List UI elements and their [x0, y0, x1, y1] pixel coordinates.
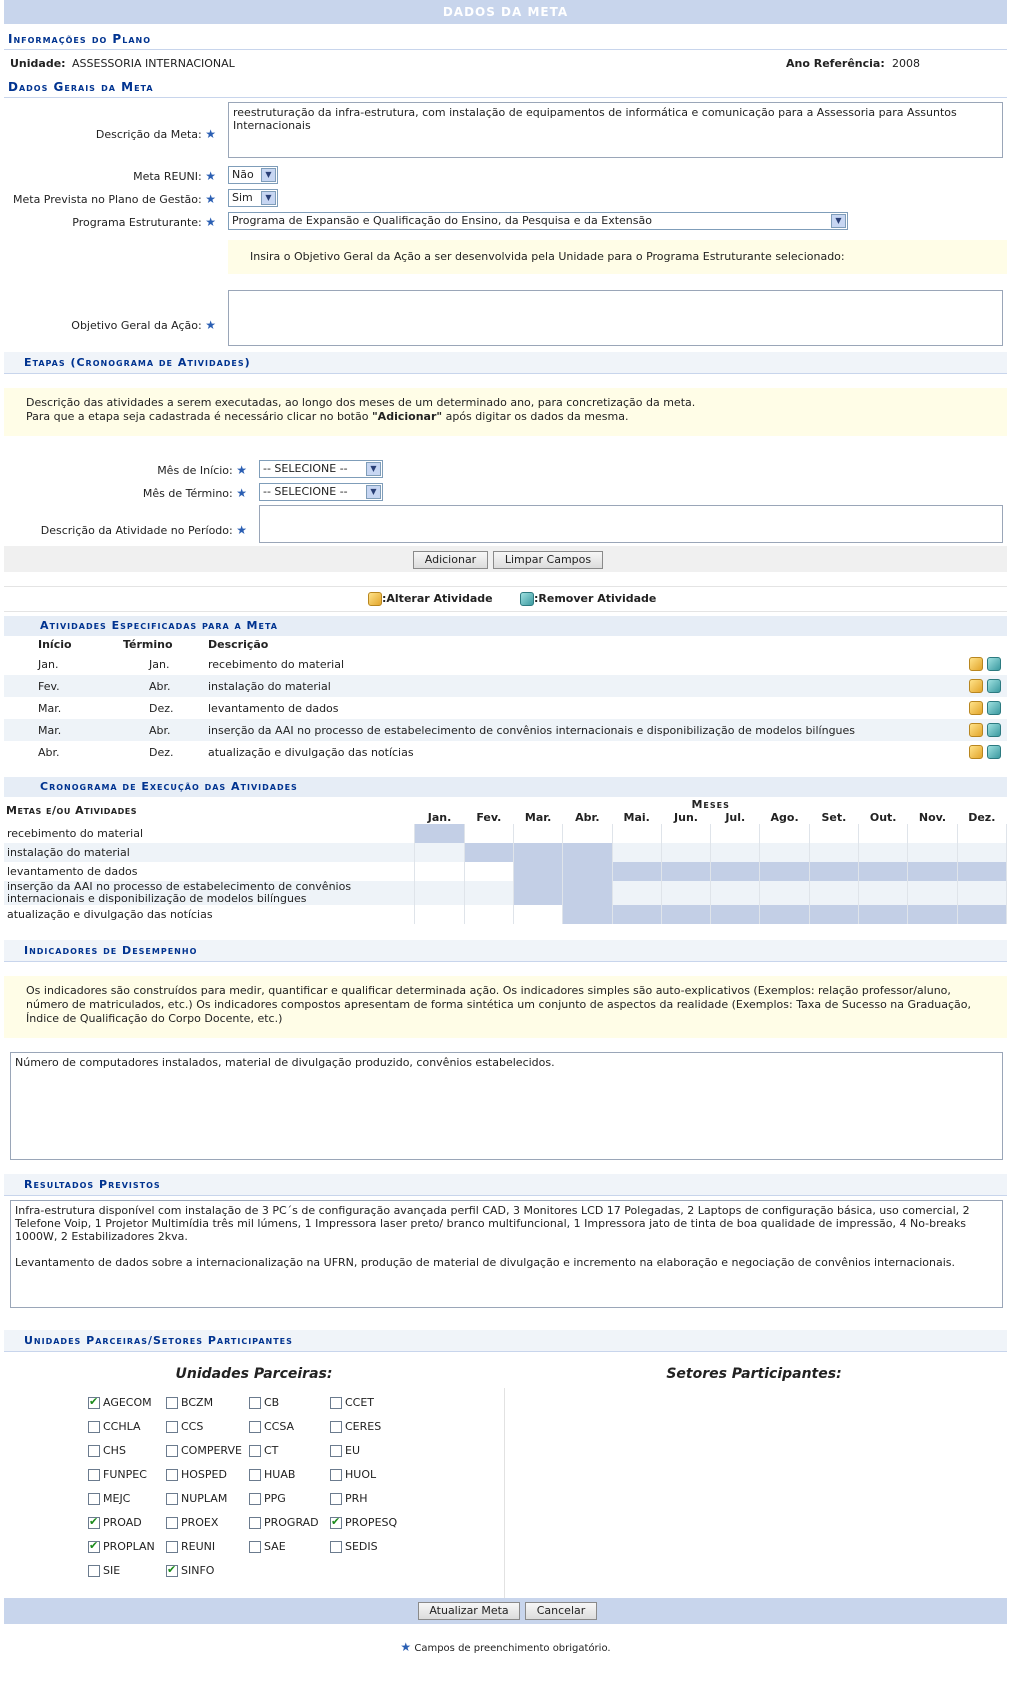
cronograma-cell: [809, 905, 858, 924]
indicadores-textarea[interactable]: Número de computadores instalados, material de divulgação produzido, convênios estabelecidos.: [10, 1052, 1003, 1160]
checkbox-label: PROGRAD: [264, 1516, 319, 1529]
atividade-inicio: Abr.: [4, 741, 119, 763]
footer-button-bar: [4, 1598, 1007, 1624]
checkbox-box[interactable]: [330, 1541, 342, 1553]
checkbox-label: CHS: [103, 1444, 126, 1457]
atividade-termino: Dez.: [119, 741, 204, 763]
cronograma-cell: [415, 843, 464, 862]
atividades-body: [4, 653, 1007, 763]
header-descricao: Descrição: [208, 638, 269, 651]
cronograma-cell: [908, 881, 957, 905]
month-header: Fev.: [476, 811, 502, 824]
atividade-inicio: Mar.: [4, 697, 119, 719]
legend-edit: :Alterar Atividade: [368, 592, 493, 606]
checkbox-label: PROPLAN: [103, 1540, 155, 1553]
checkbox-box[interactable]: [166, 1445, 178, 1457]
checkbox-box[interactable]: [88, 1445, 100, 1457]
checkbox-box[interactable]: [166, 1469, 178, 1481]
trash-icon[interactable]: [987, 679, 1001, 693]
checkbox-box[interactable]: [249, 1517, 261, 1529]
resultados-body: [4, 1196, 1007, 1322]
unidades-divider: [504, 1388, 505, 1600]
checkbox-mejc[interactable]: [88, 1492, 130, 1505]
atividade-inicio: Mar.: [4, 719, 119, 741]
cronograma-cell: [760, 862, 809, 881]
checkbox-label: EU: [345, 1444, 361, 1457]
header-actions: [957, 636, 1007, 653]
trash-icon: [520, 592, 534, 606]
month-header: Mai.: [623, 811, 650, 824]
checkbox-box[interactable]: [249, 1541, 261, 1553]
table-row: [4, 653, 1007, 675]
checkbox-label: CCET: [345, 1396, 375, 1409]
cronograma-cell: [957, 824, 1006, 843]
cronograma-cell: [464, 824, 513, 843]
atividade-inicio: Fev.: [4, 675, 119, 697]
cronograma-activity-label: recebimento do material: [4, 824, 415, 843]
chevron-down-icon: ▼: [366, 485, 381, 499]
resultados-textarea[interactable]: Infra-estrutura disponível com instalação de 3 PC´s de configuração avançada perfil CAD, 3 Monitores LCD 17 Polegadas, 2 Laptops de configuração básica, uso comercial, 2 Telefone Voip, 1 Projetor Multimídia três mil lúmens, 1 Impressora laser preto/ branco multifuncional, 1 Impressora jato de tinta de boa qualidade de impressão, 4 No-breaks 1000W, 2 Estabilizadores 2kva. Levantamento de dados sobre a internacionalização na UFRN, produção de material de divulgação e incremento na elaboração e negociação de convênios internacionais.: [10, 1200, 1003, 1308]
atividade-descricao: atualização e divulgação das notícias: [204, 741, 957, 763]
checkbox-box[interactable]: [88, 1493, 100, 1505]
checkbox-label: CERES: [345, 1420, 382, 1433]
checkbox-box[interactable]: [166, 1397, 178, 1409]
trash-icon[interactable]: [987, 657, 1001, 671]
cronograma-cell: [563, 862, 612, 881]
checkbox-prh[interactable]: [330, 1492, 368, 1505]
cronograma-cell: [612, 881, 661, 905]
required-star-icon: ★: [205, 127, 216, 141]
checkbox-box[interactable]: [88, 1541, 100, 1553]
cronograma-cell: [957, 862, 1006, 881]
checkbox-label: COMPERVE: [181, 1444, 242, 1457]
cronograma-row: [4, 843, 1007, 862]
edit-icon: [368, 592, 382, 606]
cronograma-cell: [415, 862, 464, 881]
cronograma-cell: [513, 881, 562, 905]
header-inicio: Início: [38, 638, 72, 651]
cronograma-cell: [711, 843, 760, 862]
cronograma-cell: [809, 881, 858, 905]
checkbox-eu[interactable]: [330, 1444, 360, 1457]
header-termino: Término: [123, 638, 173, 651]
cronograma-cell: [711, 905, 760, 924]
cronograma-cell: [760, 824, 809, 843]
checkbox-box[interactable]: [166, 1541, 178, 1553]
mes-inicio-select[interactable]: -- SELECIONE -- ▼: [259, 460, 383, 478]
descricao-meta-textarea[interactable]: reestruturação da infra-estrutura, com instalação de equipamentos de informática e comunicação para a Assessoria para Assuntos Internacionais: [228, 102, 1003, 158]
checkbox-label: PROPESQ: [345, 1516, 398, 1529]
cronograma-cell: [711, 862, 760, 881]
atividade-actions: [957, 719, 1007, 741]
checkbox-label: MEJC: [103, 1492, 131, 1505]
cronograma-cell: [908, 905, 957, 924]
checkbox-ccs[interactable]: [166, 1420, 203, 1433]
checkbox-box[interactable]: [249, 1445, 261, 1457]
section-indicadores: Indicadores de Desempenho: [4, 940, 1007, 962]
month-header: Jan.: [427, 811, 452, 824]
cronograma-row: [4, 881, 1007, 905]
unidade-value: ASSESSORIA INTERNACIONAL: [72, 57, 235, 70]
cronograma-cell: [513, 843, 562, 862]
checkbox-label: HOSPED: [181, 1468, 227, 1481]
checkbox-box[interactable]: [88, 1421, 100, 1433]
cronograma-cell: [612, 824, 661, 843]
cancelar-button[interactable]: Cancelar: [525, 1602, 597, 1620]
objetivo-label: Objetivo Geral da Ação: ★: [71, 318, 216, 332]
cronograma-cell: [809, 824, 858, 843]
atualizar-meta-button[interactable]: Atualizar Meta: [418, 1602, 520, 1620]
cronograma-title: Cronograma de Execução das Atividades: [4, 777, 1007, 797]
month-header: Nov.: [918, 811, 947, 824]
atividade-termino: Dez.: [119, 697, 204, 719]
checkbox-label: CCHLA: [103, 1420, 141, 1433]
cronograma-cell: [957, 881, 1006, 905]
checkbox-box[interactable]: [330, 1517, 342, 1529]
objetivo-note: Insira o Objetivo Geral da Ação a ser desenvolvida pela Unidade para o Programa Estruturante selecionado:: [228, 240, 1007, 274]
checkbox-box[interactable]: [88, 1397, 100, 1409]
cronograma-cell: [563, 843, 612, 862]
cronograma-cell: [464, 862, 513, 881]
cronograma-cell: [464, 843, 513, 862]
cronograma-cell: [859, 824, 908, 843]
trash-icon[interactable]: [987, 723, 1001, 737]
checkbox-reuni[interactable]: [166, 1540, 215, 1553]
checkbox-box[interactable]: [88, 1517, 100, 1529]
parceiras-title: Unidades Parceiras:: [175, 1366, 333, 1382]
atividade-actions: [957, 675, 1007, 697]
month-header: Out.: [869, 811, 897, 824]
checkbox-box[interactable]: [330, 1421, 342, 1433]
checkbox-box[interactable]: [249, 1397, 261, 1409]
cronograma-cell: [711, 881, 760, 905]
programa-label: Programa Estruturante: ★: [72, 215, 216, 229]
checkbox-chs[interactable]: [88, 1444, 126, 1457]
checkbox-box[interactable]: [249, 1493, 261, 1505]
chevron-down-icon: ▼: [831, 214, 846, 228]
meta-reuni-label: Meta REUNI: ★: [133, 169, 216, 183]
indicadores-note: Os indicadores são construídos para medir, quantificar e qualificar determinada ação. Os indicadores simples são auto-explicativos (Exemplos: relação professor/aluno, número de matriculados, etc.) Os indicadores compostos apresentam de forma sintética um conjunto de aspectos da realidade (Exemplos: Taxa de Sucesso na Graduação, Índice de Qualificação do Corpo Docente, etc.): [4, 976, 1007, 1038]
atividade-inicio: Jan.: [4, 653, 119, 675]
section-dados-gerais: Dados Gerais da Meta: [4, 76, 1007, 98]
cronograma-cell: [661, 862, 710, 881]
cronograma-cell: [661, 905, 710, 924]
cronograma-cell: [859, 862, 908, 881]
required-star-icon: ★: [205, 192, 216, 206]
required-star-icon: ★: [236, 463, 247, 477]
cronograma-cell: [661, 881, 710, 905]
checkbox-cb[interactable]: [249, 1396, 279, 1409]
cronograma-cell: [563, 824, 612, 843]
cronograma-cell: [612, 905, 661, 924]
checkbox-box[interactable]: [330, 1445, 342, 1457]
cronograma-cell: [809, 862, 858, 881]
cronograma-activity-label: instalação do material: [4, 843, 415, 862]
month-header: Abr.: [575, 811, 600, 824]
checkbox-label: SEDIS: [345, 1540, 378, 1553]
cronograma-cell: [957, 905, 1006, 924]
cronograma-cell: [711, 824, 760, 843]
checkbox-box[interactable]: [330, 1397, 342, 1409]
checkbox-label: PPG: [264, 1492, 286, 1505]
required-star-icon: ★: [236, 486, 247, 500]
cronograma-cell: [760, 843, 809, 862]
month-header: Jul.: [725, 811, 746, 824]
atividades-table: [4, 636, 1007, 763]
cronograma-row: [4, 862, 1007, 881]
checkbox-box[interactable]: [166, 1493, 178, 1505]
checkbox-box[interactable]: [166, 1517, 178, 1529]
cronograma-cell: [563, 881, 612, 905]
ano-label: Ano Referência:: [786, 57, 885, 70]
checkbox-proplan[interactable]: [88, 1540, 155, 1553]
checkbox-label: HUOL: [345, 1468, 377, 1481]
checkbox-box[interactable]: [330, 1469, 342, 1481]
checkbox-label: CB: [264, 1396, 280, 1409]
checkbox-box[interactable]: [330, 1493, 342, 1505]
cronograma-activity-label: levantamento de dados: [4, 862, 415, 881]
required-note: ★ Campos de preenchimento obrigatório.: [400, 1640, 611, 1654]
atividade-actions: [957, 741, 1007, 763]
setores-title: Setores Participantes:: [666, 1366, 842, 1382]
required-star-icon: ★: [400, 1640, 412, 1654]
cronograma-table: [4, 797, 1007, 924]
meta-gestao-select[interactable]: Sim ▼: [228, 189, 278, 207]
limpar-campos-button[interactable]: Limpar Campos: [493, 551, 603, 569]
meta-reuni-select[interactable]: Não ▼: [228, 166, 278, 184]
checkbox-huol[interactable]: [330, 1468, 376, 1481]
cronograma-cell: [760, 905, 809, 924]
section-info-plano: Informações do Plano: [4, 28, 1007, 50]
checkbox-box[interactable]: [166, 1421, 178, 1433]
checkbox-sie[interactable]: [88, 1564, 120, 1577]
cronograma-cell: [513, 862, 562, 881]
atividade-descricao: levantamento de dados: [204, 697, 957, 719]
mes-termino-select[interactable]: -- SELECIONE -- ▼: [259, 483, 383, 501]
cronograma-meses-row: [4, 797, 1007, 811]
legend-bar: [4, 586, 1007, 612]
table-row: [4, 697, 1007, 719]
required-star-icon: ★: [236, 523, 247, 537]
checkbox-ct[interactable]: [249, 1444, 278, 1457]
atividade-textarea[interactable]: [259, 505, 1003, 543]
checkbox-bczm[interactable]: [166, 1396, 213, 1409]
required-star-icon: ★: [205, 169, 216, 183]
checkbox-ccet[interactable]: [330, 1396, 374, 1409]
chevron-down-icon: ▼: [261, 168, 276, 182]
atividade-termino: Abr.: [119, 719, 204, 741]
table-row: [4, 741, 1007, 763]
checkbox-label: CT: [264, 1444, 279, 1457]
checkbox-box[interactable]: [249, 1469, 261, 1481]
checkbox-label: BCZM: [181, 1396, 214, 1409]
checkbox-label: REUNI: [181, 1540, 216, 1553]
checkbox-box[interactable]: [166, 1565, 178, 1577]
cronograma-cell: [859, 905, 908, 924]
checkbox-label: NUPLAM: [181, 1492, 228, 1505]
cronograma-meses-label: Meses: [691, 797, 730, 811]
checkbox-label: CCS: [181, 1420, 204, 1433]
section-resultados: Resultados Previstos: [4, 1174, 1007, 1196]
checkbox-proex[interactable]: [166, 1516, 218, 1529]
checkbox-label: SIE: [103, 1564, 121, 1577]
cronograma-cell: [908, 843, 957, 862]
cronograma-cell: [464, 905, 513, 924]
trash-icon[interactable]: [987, 745, 1001, 759]
atividades-title: Atividades Especificadas para a Meta: [4, 616, 1007, 636]
cronograma-cell: [908, 824, 957, 843]
checkbox-label: PROAD: [103, 1516, 142, 1529]
cronograma-activity-label: atualização e divulgação das notícias: [4, 905, 415, 924]
atividade-termino: Abr.: [119, 675, 204, 697]
objetivo-textarea[interactable]: [228, 290, 1003, 346]
atividade-termino: Jan.: [119, 653, 204, 675]
checkbox-sinfo[interactable]: [166, 1564, 214, 1577]
month-header: Dez.: [968, 811, 996, 824]
chevron-down-icon: ▼: [261, 191, 276, 205]
legend-remove: :Remover Atividade: [520, 592, 656, 606]
table-row: [4, 719, 1007, 741]
cronograma-row: [4, 824, 1007, 843]
checkbox-label: CCSA: [264, 1420, 295, 1433]
cronograma-cell: [563, 905, 612, 924]
checkbox-sae[interactable]: [249, 1540, 286, 1553]
checkbox-label: PROEX: [181, 1516, 219, 1529]
checkbox-label: FUNPEC: [103, 1468, 147, 1481]
checkbox-box[interactable]: [88, 1565, 100, 1577]
etapas-body: [4, 374, 1007, 586]
edit-icon[interactable]: [969, 679, 983, 693]
section-etapas: Etapas (Cronograma de Atividades): [4, 352, 1007, 374]
checkbox-cchla[interactable]: [88, 1420, 141, 1433]
section-unidades: Unidades Parceiras/Setores Participantes: [4, 1330, 1007, 1352]
programa-select[interactable]: Programa de Expansão e Qualificação do Ensino, da Pesquisa e da Extensão ▼: [228, 212, 848, 230]
required-star-icon: ★: [205, 318, 216, 332]
cronograma-body: [4, 824, 1007, 924]
cronograma-cell: [859, 881, 908, 905]
chevron-down-icon: ▼: [366, 462, 381, 476]
cronograma-cell: [415, 881, 464, 905]
cronograma-cell: [908, 862, 957, 881]
checkbox-box[interactable]: [249, 1421, 261, 1433]
checkbox-agecom[interactable]: [88, 1396, 152, 1409]
cronograma-cell: [415, 905, 464, 924]
cronograma-col-label: Metas e/ou Atividades: [6, 804, 137, 817]
cronograma-cell: [661, 843, 710, 862]
cronograma-cell: [513, 905, 562, 924]
checkbox-huab[interactable]: [249, 1468, 295, 1481]
month-header: Jun.: [674, 811, 698, 824]
cronograma-cell: [513, 824, 562, 843]
checkbox-sedis[interactable]: [330, 1540, 378, 1553]
atividade-actions: [957, 653, 1007, 675]
edit-icon[interactable]: [969, 745, 983, 759]
edit-icon[interactable]: [969, 701, 983, 715]
checkbox-label: HUAB: [264, 1468, 296, 1481]
mes-termino-label: Mês de Término: ★: [142, 486, 247, 500]
table-row: [4, 675, 1007, 697]
adicionar-button[interactable]: Adicionar: [413, 551, 488, 569]
meta-gestao-label: Meta Prevista no Plano de Gestão: ★: [13, 192, 216, 206]
plano-row: [4, 50, 1007, 76]
etapas-note: Descrição das atividades a serem executadas, ao longo dos meses de um determinado ano, para concretização da meta. Para que a etapa seja cadastrada é necessário clicar no botão "Adicionar" após digitar os dados da mesma.: [4, 388, 1007, 436]
cronograma-cell: [612, 862, 661, 881]
unidades-body: [4, 1352, 1007, 1606]
checkbox-funpec[interactable]: [88, 1468, 147, 1481]
edit-icon[interactable]: [969, 723, 983, 737]
month-header: Ago.: [770, 811, 799, 824]
atividade-descricao: recebimento do material: [204, 653, 957, 675]
checkbox-nuplam[interactable]: [166, 1492, 227, 1505]
cronograma-cell: [415, 824, 464, 843]
atividades-header-row: [4, 636, 1007, 653]
checkbox-box[interactable]: [88, 1469, 100, 1481]
atividade-descricao: instalação do material: [204, 675, 957, 697]
cronograma-cell: [957, 843, 1006, 862]
checkbox-ppg[interactable]: [249, 1492, 286, 1505]
checkbox-prograd[interactable]: [249, 1516, 319, 1529]
dados-gerais-body: [4, 98, 1007, 388]
trash-icon[interactable]: [987, 701, 1001, 715]
atividade-descricao: inserção da AAI no processo de estabelecimento de convênios internacionais e disponibilização de modelos bilíngues: [204, 719, 957, 741]
cronograma-activity-label: inserção da AAI no processo de estabelecimento de convênios internacionais e disponibilização de modelos bilíngues: [4, 881, 415, 905]
checkbox-hosped[interactable]: [166, 1468, 227, 1481]
cronograma-cell: [859, 843, 908, 862]
descricao-meta-label: Descrição da Meta: ★: [95, 127, 216, 141]
atividade-label: Descrição da Atividade no Período: ★: [40, 523, 247, 537]
checkbox-ceres[interactable]: [330, 1420, 381, 1433]
month-header: Mar.: [524, 811, 552, 824]
atividade-actions: [957, 697, 1007, 719]
checkbox-label: AGECOM: [103, 1396, 152, 1409]
checkbox-comperve[interactable]: [166, 1444, 242, 1457]
checkbox-label: SINFO: [181, 1564, 215, 1577]
checkbox-label: SAE: [264, 1540, 286, 1553]
edit-icon[interactable]: [969, 657, 983, 671]
checkbox-label: PRH: [345, 1492, 368, 1505]
form-caption: DADOS DA META: [4, 0, 1007, 24]
mes-inicio-label: Mês de Início: ★: [157, 463, 247, 477]
month-header: Set.: [821, 811, 847, 824]
unidade-label: Unidade:: [10, 57, 66, 70]
dados-meta-form: [4, 0, 1007, 1654]
cronograma-cell: [760, 881, 809, 905]
cronograma-cell: [464, 881, 513, 905]
checkbox-propesq[interactable]: [330, 1516, 397, 1529]
cronograma-cell: [809, 843, 858, 862]
checkbox-proad[interactable]: [88, 1516, 142, 1529]
cronograma-cell: [612, 843, 661, 862]
checkbox-ccsa[interactable]: [249, 1420, 294, 1433]
ano-value: 2008: [892, 57, 920, 70]
indicadores-body: [4, 962, 1007, 1184]
cronograma-row: [4, 905, 1007, 924]
required-star-icon: ★: [205, 215, 216, 229]
cronograma-cell: [661, 824, 710, 843]
